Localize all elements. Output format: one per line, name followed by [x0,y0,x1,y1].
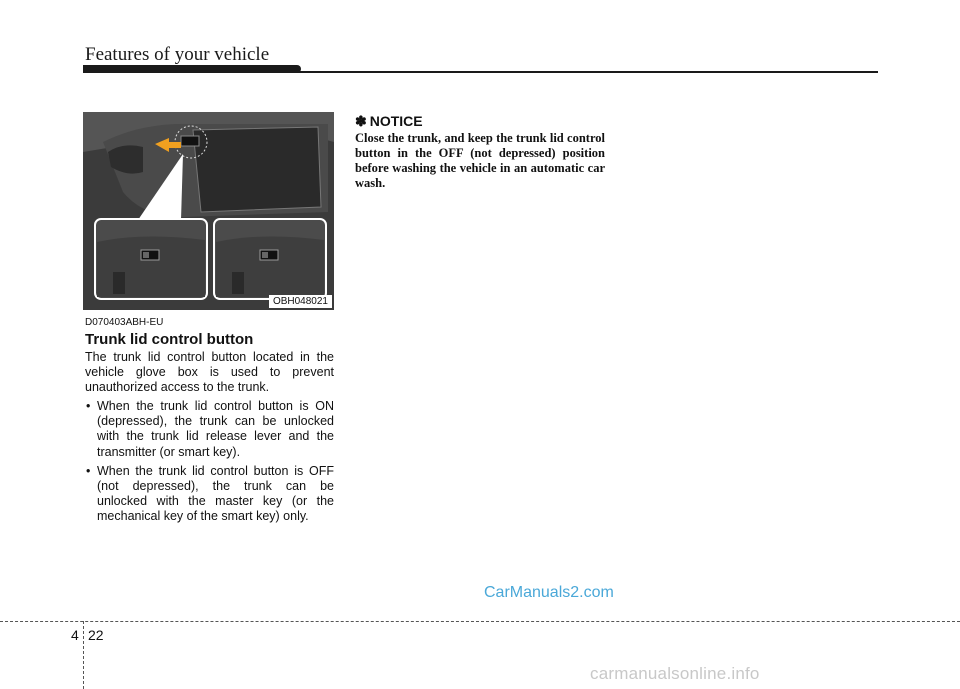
notice-text: Close the trunk, and keep the trunk lid control button in the OFF (not depressed) position before washing the vehicle in an automatic car wash. [355,131,605,190]
glove-box-drawing [83,112,334,310]
watermark-link[interactable]: CarManuals2.com [484,584,614,601]
page-header-title: Features of your vehicle [85,44,270,65]
footer-rule [0,621,960,622]
bullet-icon: • [86,463,91,478]
page-number: 22 [88,627,104,643]
notice-title: NOTICE [369,113,423,129]
section-title: Trunk lid control button [85,331,254,348]
chapter-number: 4 [71,627,79,643]
site-footer-link[interactable]: carmanualsonline.info [590,664,760,683]
footer-divider [83,621,84,689]
header-rule [83,71,878,73]
figure-code: OBH048021 [269,295,332,308]
notice-heading [355,113,423,130]
intro-paragraph: The trunk lid control button located in the vehicle glove box is used to prevent unauthorized access to the trunk. [85,350,334,395]
list-item [85,464,334,525]
notice-star-icon: ✽ [355,113,367,129]
bullet-list [85,399,334,529]
bullet-text: When the trunk lid control button is ON (depressed), the trunk can be unlocked with the trunk lid release lever and the transmitter (or smart key). [97,399,334,459]
glove-box-illustration [83,112,334,310]
section-code: D070403ABH-EU [85,317,164,328]
bullet-icon: • [86,399,91,413]
bullet-text: When the trunk lid control button is OFF (not depressed), the trunk can be unlocked with the master key (or the mechanical key of the smart key) only. [97,463,334,524]
list-item [85,399,334,460]
